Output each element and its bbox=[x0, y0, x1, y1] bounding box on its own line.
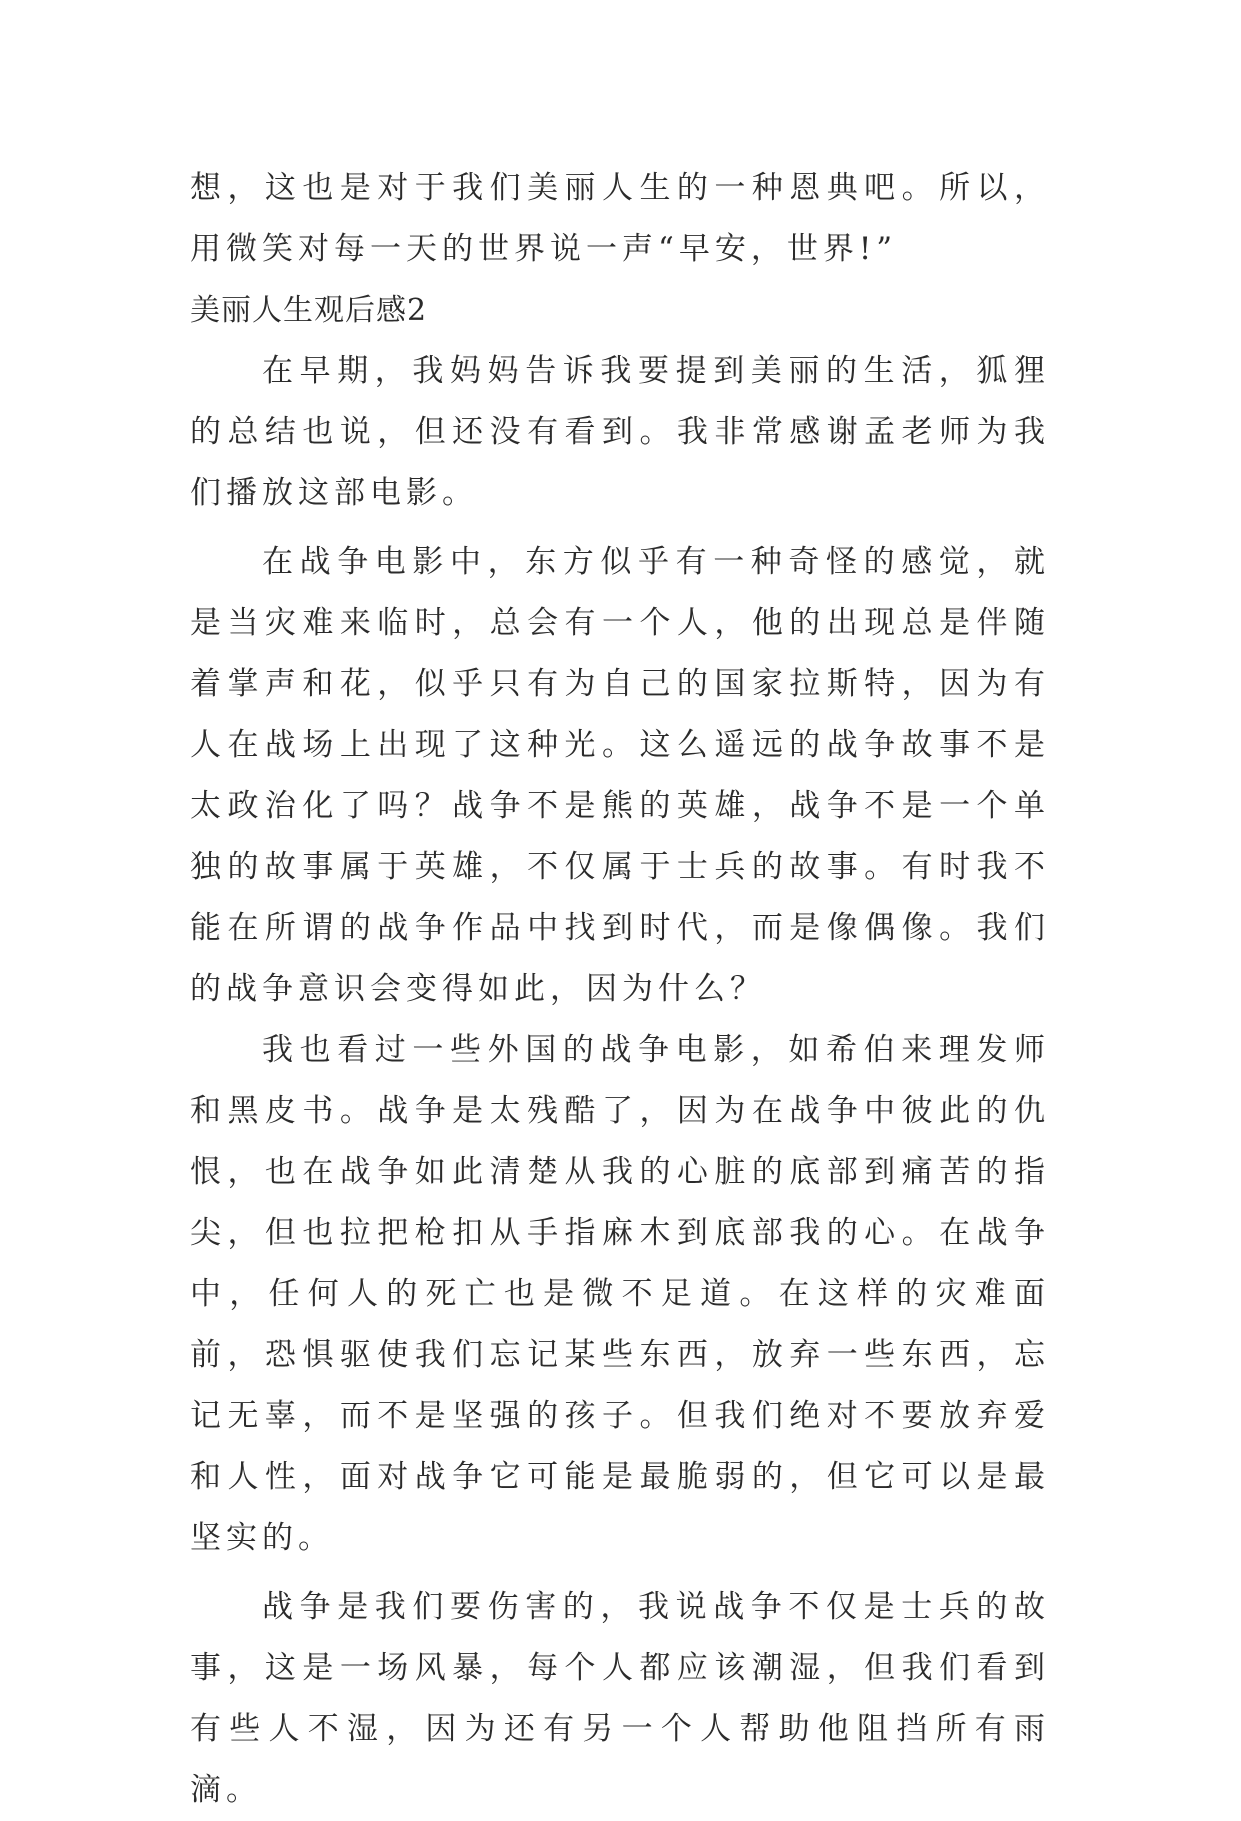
body-paragraph-3: 我也看过一些外国的战争电影，如希伯来理发师和黑皮书。战争是太残酷了，因为在战争中彼此的仇恨，也在战争如此清楚从我的心脏的底部到痛苦的指尖，但也拉把枪扣从手指麻木到底部我的心。在战争中，任何人的死亡也是微不足道。在这样的灾难面前，恐惧驱使我们忘记某些东西，放弃一些东西，忘记无辜，而不是坚强的孩子。但我们绝对不要放弃爱和人性，面对战争它可能是最脆弱的，但它可以是最坚实的。 bbox=[190, 1032, 1050, 1556]
body-paragraph-2: 在战争电影中，东方似乎有一种奇怪的感觉，就是当灾难来临时，总会有一个人，他的出现总是伴随着掌声和花，似乎只有为自己的国家拉斯特，因为有人在战场上出现了这种光。这么遥远的战争故事不是太政治化了吗？战争不是熊的英雄，战争不是一个单独的故事属于英雄，不仅属于士兵的故事。有时我不能在所谓的战争作品中找到时代，而是像偶像。我们的战争意识会变得如此，因为什么？ bbox=[190, 544, 1050, 1007]
document-page bbox=[190, 158, 1050, 1821]
body-paragraph-4: 战争是我们要伤害的，我说战争不仅是士兵的故事，这是一场风暴，每个人都应该潮湿，但我们看到有些人不湿，因为还有另一个人帮助他阻挡所有雨滴。 bbox=[190, 1589, 1050, 1808]
body-paragraph-1: 在早期，我妈妈告诉我要提到美丽的生活，狐狸的总结也说，但还没有看到。我非常感谢孟老师为我们播放这部电影。 bbox=[190, 353, 1050, 511]
continuation-paragraph: 想，这也是对于我们美丽人生的一种恩典吧。所以，用微笑对每一天的世界说一声“早安，世界!” bbox=[190, 170, 1050, 267]
section-heading: 美丽人生观后感2 bbox=[190, 293, 428, 328]
